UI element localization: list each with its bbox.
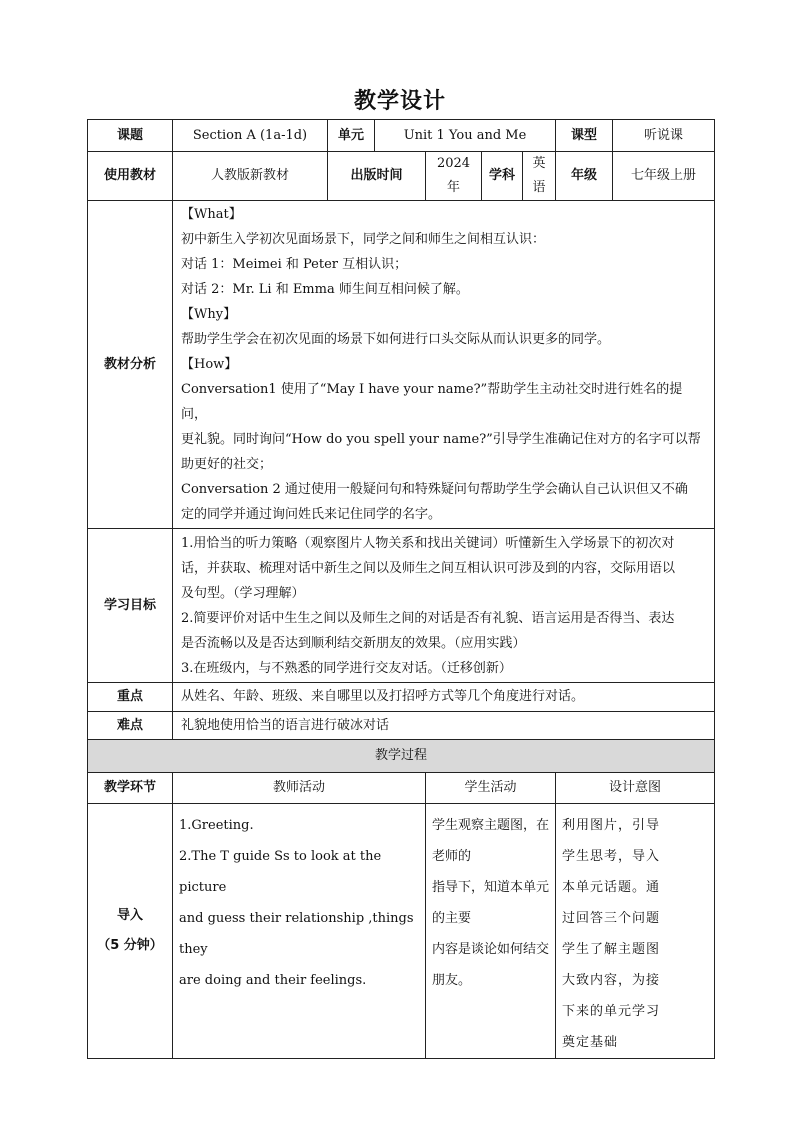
unit-value: Unit 1 You and Me bbox=[375, 120, 556, 152]
teacher-line: and guess their relationship ,things they bbox=[179, 911, 414, 957]
grade-label: 年级 bbox=[556, 152, 613, 201]
process-row-intro bbox=[88, 804, 715, 1059]
analysis-line: 【What】 bbox=[181, 207, 242, 222]
type-label: 课型 bbox=[556, 120, 613, 152]
process-title: 教学过程 bbox=[88, 740, 715, 773]
keypoint-text: 从姓名、年龄、班级、来自哪里以及打招呼方式等几个角度进行对话。 bbox=[173, 683, 715, 712]
goals-line: 是否流畅以及是否达到顺利结交新朋友的效果。（应用实践） bbox=[181, 635, 526, 651]
purpose-line: 学生思考，导入 bbox=[562, 849, 661, 864]
goals-line: 1.用恰当的听力策略（观察图片人物关系和找出关键词）听懂新生入学场景下的初次对 bbox=[181, 535, 675, 551]
analysis-line: 更礼貌。同时询问“How do you spell your name?”引导学生准确记住对方的名字可以帮 bbox=[181, 432, 701, 447]
analysis-label: 教材分析 bbox=[88, 201, 173, 529]
purpose-line: 过回答三个问题 bbox=[562, 911, 661, 926]
header-row-2 bbox=[88, 152, 715, 201]
subject-value: 英语 bbox=[523, 152, 556, 201]
analysis-line: 对话 2：Mr. Li 和 Emma 师生间互相问候了解。 bbox=[181, 282, 469, 297]
stage-name: 导入 bbox=[116, 908, 143, 923]
difficulty-text: 礼貌地使用恰当的语言进行破冰对话 bbox=[173, 712, 715, 740]
analysis-line: 【Why】 bbox=[181, 307, 237, 322]
purpose-line: 学生了解主题图 bbox=[562, 942, 661, 957]
analysis-line: 对话 1：Meimei 和 Peter 互相认识； bbox=[181, 257, 408, 272]
analysis-line: 【How】 bbox=[181, 357, 238, 372]
col-header-teacher: 教师活动 bbox=[173, 773, 426, 804]
subject-label: 学科 bbox=[482, 152, 523, 201]
difficulty-row bbox=[88, 712, 715, 740]
goals-line: 及句型。（学习理解） bbox=[181, 585, 305, 601]
stage-time: （5 分钟） bbox=[97, 938, 163, 953]
process-title-row bbox=[88, 740, 715, 773]
goals-label: 学习目标 bbox=[88, 529, 173, 683]
teacher-line: 2.The T guide Ss to look at the picture bbox=[179, 849, 382, 895]
analysis-line: 帮助学生学会在初次见面的场景下如何进行口头交际从而认识更多的同学。 bbox=[181, 332, 611, 347]
goals-line: 话，并获取、梳理对话中新生之间以及师生之间互相认识可涉及到的内容，交际用语以 bbox=[181, 560, 676, 576]
purpose-line: 下来的单元学习 bbox=[562, 1004, 661, 1019]
pubtime-value: 2024 年 bbox=[426, 152, 482, 201]
student-line: 内容是谈论如何结交朋友。 bbox=[432, 942, 550, 988]
analysis-line: 助更好的社交； bbox=[181, 457, 273, 472]
keypoint-label: 重点 bbox=[88, 683, 173, 712]
col-header-stage: 教学环节 bbox=[88, 773, 173, 804]
unit-label: 单元 bbox=[328, 120, 375, 152]
teacher-line: are doing and their feelings. bbox=[179, 973, 367, 988]
analysis-content bbox=[173, 201, 715, 529]
purpose-line: 本单元话题。通 bbox=[562, 880, 661, 895]
analysis-line: Conversation 2 通过使用一般疑问句和特殊疑问句帮助学生学会确认自己认识但又不确 bbox=[181, 482, 688, 497]
goals-line: 3.在班级内，与不熟悉的同学进行交友对话。（迁移创新） bbox=[181, 660, 512, 676]
goals-line: 2.简要评价对话中生生之间以及师生之间的对话是否有礼貌、语言运用是否得当、表达 bbox=[181, 610, 675, 626]
keypoint-row bbox=[88, 683, 715, 712]
stage-cell bbox=[88, 804, 173, 1059]
process-header-row bbox=[88, 773, 715, 804]
teacher-line: 1.Greeting. bbox=[179, 818, 254, 833]
student-line: 学生观察主题图，在老师的 bbox=[432, 818, 550, 864]
textbook-label: 使用教材 bbox=[88, 152, 173, 201]
pubtime-label: 出版时间 bbox=[328, 152, 426, 201]
lesson-plan-table bbox=[87, 119, 715, 1059]
teacher-activity bbox=[173, 804, 426, 1059]
goals-row bbox=[88, 529, 715, 683]
page-title: 教学设计 bbox=[353, 89, 446, 114]
design-purpose bbox=[556, 804, 715, 1059]
analysis-line: 定的同学并通过询问姓氏来记住同学的名字。 bbox=[181, 507, 442, 522]
difficulty-label: 难点 bbox=[88, 712, 173, 740]
purpose-line: 大致内容，为接 bbox=[562, 973, 661, 988]
goals-content bbox=[173, 529, 715, 683]
col-header-purpose: 设计意图 bbox=[556, 773, 715, 804]
col-header-student: 学生活动 bbox=[426, 773, 556, 804]
purpose-line: 利用图片，引导 bbox=[562, 818, 661, 833]
analysis-line: Conversation1 使用了“May I have your name?”帮助学生主动社交时进行姓名的提问， bbox=[181, 382, 683, 422]
student-line: 指导下，知道本单元的主要 bbox=[432, 880, 550, 926]
purpose-line: 奠定基础 bbox=[562, 1035, 619, 1050]
header-row-1 bbox=[88, 120, 715, 152]
analysis-row bbox=[88, 201, 715, 529]
topic-value: Section A (1a-1d) bbox=[173, 120, 328, 152]
textbook-value: 人教版新教材 bbox=[173, 152, 328, 201]
student-activity bbox=[426, 804, 556, 1059]
analysis-line: 初中新生入学初次见面场景下，同学之间和师生之间相互认识： bbox=[181, 232, 546, 247]
type-value: 听说课 bbox=[613, 120, 715, 152]
grade-value: 七年级上册 bbox=[613, 152, 715, 201]
topic-label: 课题 bbox=[88, 120, 173, 152]
